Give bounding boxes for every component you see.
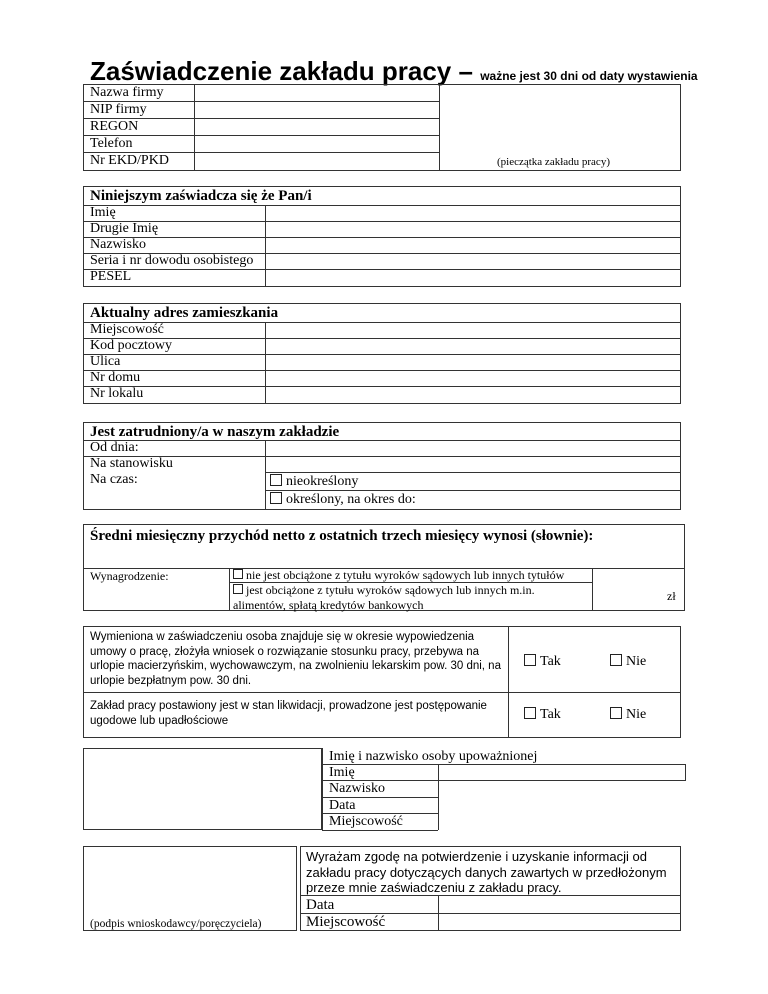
consent-text: Wyrażam zgodę na potwierdzenie i uzyskanie informacji od zakładu pracy dotyczących danych zawartych w przedłożonym przeze mnie zaświadczeniu z zakładu pracy. — [306, 849, 667, 895]
checkbox-q2-no[interactable] — [610, 707, 622, 719]
authorized-surname-field[interactable] — [440, 782, 684, 796]
label-consent-city: Miejscowość — [306, 914, 386, 930]
label-authorized-first-name: Imię — [329, 765, 355, 780]
surname-field[interactable] — [267, 238, 679, 252]
authorized-heading: Imię i nazwisko osoby upoważnionej — [329, 749, 538, 764]
company-name-field[interactable] — [196, 86, 437, 100]
checkbox-indefinite[interactable] — [270, 474, 282, 486]
income-heading: Średni miesięczny przychód netto z ostatnich trzech miesięcy wynosi (słownie): — [90, 528, 594, 544]
checkbox-q1-yes[interactable] — [524, 654, 536, 666]
company-regon-field[interactable] — [196, 120, 437, 134]
pesel-field[interactable] — [267, 270, 679, 285]
currency-label: zł — [667, 589, 676, 603]
house-number-field[interactable] — [267, 371, 679, 385]
option-encumbered[interactable]: jest obciążone z tytułu wyroków sądowych lub innych m.in. alimentów, spłatą kredytów bankowych — [233, 583, 535, 612]
authorized-date-field[interactable] — [440, 798, 684, 812]
question-notice-period: Wymieniona w zaświadczeniu osoba znajduje się w okresie wypowiedzenia umowy o pracę, złożyła wniosek o rozwiązanie stosunku pracy, przebywa na urlopie macierzyńskim, wychowawczym, na zwolnieniu lekarskim pow. 30 dni, na urlopie bezpłatnym pow. 30 dni. — [90, 631, 501, 687]
city-field[interactable] — [267, 323, 679, 337]
option-not-encumbered[interactable]: nie jest obciążone z tytułu wyroków sądowych lub innych tytułów — [233, 568, 564, 583]
checkbox-q1-no[interactable] — [610, 654, 622, 666]
label-company-regon: REGON — [90, 119, 139, 134]
income-words-field[interactable] — [85, 546, 683, 566]
question1-no[interactable]: Nie — [610, 654, 646, 670]
id-number-field[interactable] — [267, 254, 679, 268]
first-name-field[interactable] — [267, 206, 679, 220]
label-duration: Na czas: — [90, 472, 138, 487]
address-heading: Aktualny adres zamieszkania — [90, 305, 279, 321]
position-field[interactable] — [267, 457, 679, 471]
label-consent-date: Data — [306, 897, 335, 913]
question1-yes[interactable]: Tak — [524, 654, 561, 670]
stamp-label: (pieczątka zakładu pracy) — [497, 156, 610, 168]
label-postal-code: Kod pocztowy — [90, 338, 173, 353]
label-first-name: Imię — [90, 205, 116, 220]
label-position: Na stanowisku — [90, 456, 173, 471]
postal-code-field[interactable] — [267, 339, 679, 353]
option-indefinite[interactable]: nieokreślony — [270, 474, 358, 490]
checkbox-not-encumbered[interactable] — [233, 569, 243, 579]
label-authorized-city: Miejscowość — [329, 814, 403, 829]
employment-heading: Jest zatrudniony/a w naszym zakładzie — [90, 424, 340, 440]
consent-date-field[interactable] — [440, 896, 680, 912]
checkbox-q2-yes[interactable] — [524, 707, 536, 719]
label-company-nip: NIP firmy — [90, 102, 147, 117]
label-surname: Nazwisko — [90, 237, 146, 252]
company-ekd-field[interactable] — [196, 154, 437, 169]
signature-label: (podpis wnioskodawcy/poręczyciela) — [90, 918, 262, 930]
label-start-date: Od dnia: — [90, 440, 139, 455]
checkbox-definite[interactable] — [270, 492, 282, 504]
label-city: Miejscowość — [90, 322, 164, 337]
second-name-field[interactable] — [267, 222, 679, 236]
label-street: Ulica — [90, 354, 121, 369]
question2-no[interactable]: Nie — [610, 707, 646, 723]
question-liquidation: Zakład pracy postawiony jest w stan likwidacji, prowadzone jest postępowanie ugodowe lub upadłościowe — [90, 700, 487, 727]
label-pesel: PESEL — [90, 269, 132, 284]
company-phone-field[interactable] — [196, 137, 437, 151]
label-apartment-number: Nr lokalu — [90, 386, 144, 401]
company-nip-field[interactable] — [196, 103, 437, 117]
label-company-phone: Telefon — [90, 136, 133, 151]
question2-yes[interactable]: Tak — [524, 707, 561, 723]
label-company-name: Nazwa firmy — [90, 85, 164, 100]
person-heading: Niniejszym zaświadcza się że Pan/i — [90, 188, 312, 204]
authorized-city-field[interactable] — [440, 814, 684, 829]
authorized-first-name-field[interactable] — [440, 765, 684, 779]
label-company-ekd: Nr EKD/PKD — [90, 153, 169, 168]
page-title: Zaświadczenie zakładu pracy – ważne jest 30 dni od daty wystawienia — [90, 56, 698, 86]
start-date-field[interactable] — [267, 441, 679, 455]
label-id-number: Seria i nr dowodu osobistego — [90, 253, 254, 268]
street-field[interactable] — [267, 355, 679, 369]
validity-note: ważne jest 30 dni od daty wystawienia — [480, 69, 698, 83]
apartment-number-field[interactable] — [267, 387, 679, 402]
label-house-number: Nr domu — [90, 370, 141, 385]
consent-city-field[interactable] — [440, 914, 680, 930]
label-second-name: Drugie Imię — [90, 221, 159, 236]
label-authorized-date: Data — [329, 798, 356, 813]
label-salary: Wynagrodzenie: — [90, 569, 169, 583]
company-signature-area — [83, 748, 322, 830]
label-authorized-surname: Nazwisko — [329, 781, 385, 796]
option-definite[interactable]: określony, na okres do: — [270, 492, 416, 508]
checkbox-encumbered[interactable] — [233, 584, 243, 594]
salary-amount-field[interactable] — [594, 570, 654, 608]
